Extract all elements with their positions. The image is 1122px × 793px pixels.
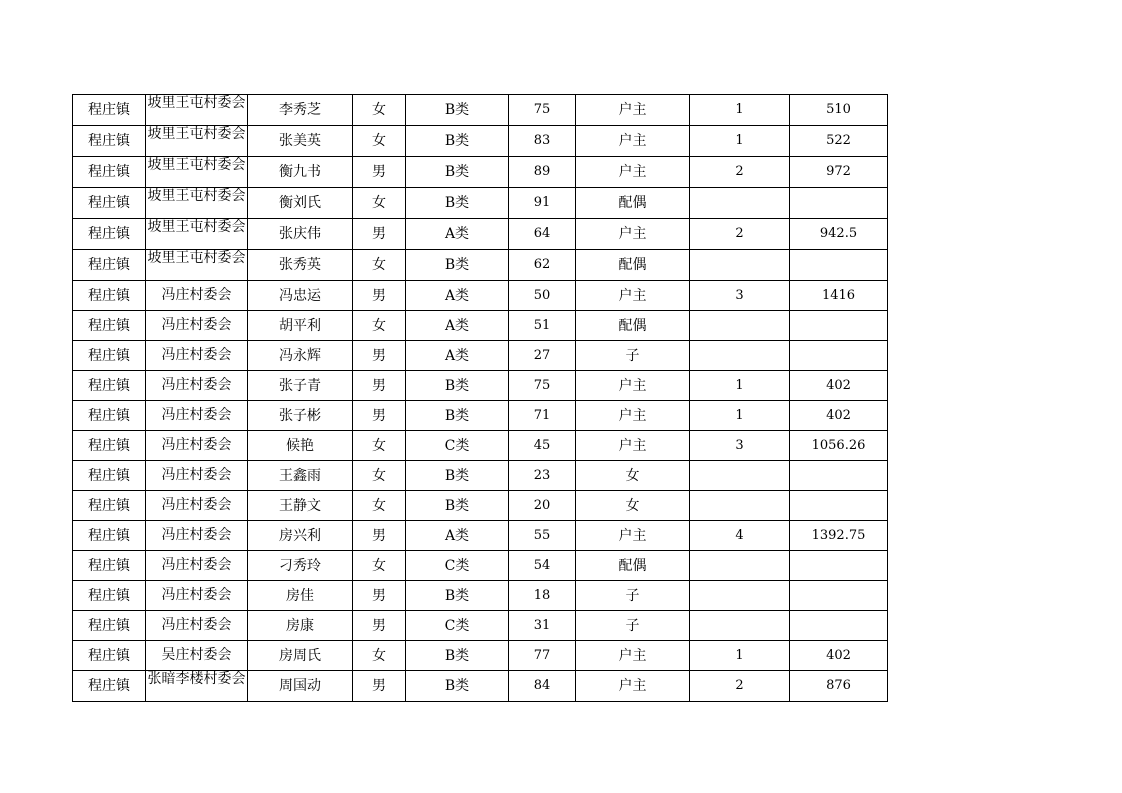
town-cell: 程庄镇 [73,641,146,671]
category-cell: B类 [406,671,509,702]
relation-cell: 配偶 [576,250,690,281]
relation-cell: 户主 [576,126,690,157]
name-cell: 衡九书 [248,157,353,188]
name-cell: 张美英 [248,126,353,157]
village-cell: 冯庄村委会 [146,551,248,581]
town-cell: 程庄镇 [73,157,146,188]
village-cell: 张暗李楼村委会 [146,671,248,702]
category-cell: A类 [406,341,509,371]
name-cell: 刁秀玲 [248,551,353,581]
town-cell: 程庄镇 [73,126,146,157]
household-size-cell: 2 [690,219,790,250]
name-cell: 房康 [248,611,353,641]
amount-cell [790,461,888,491]
town-cell: 程庄镇 [73,95,146,126]
town-cell: 程庄镇 [73,219,146,250]
age-cell: 62 [509,250,576,281]
category-cell: A类 [406,219,509,250]
village-cell: 冯庄村委会 [146,281,248,311]
village-cell: 冯庄村委会 [146,401,248,431]
amount-cell: 522 [790,126,888,157]
age-cell: 54 [509,551,576,581]
gender-cell: 女 [353,491,406,521]
gender-cell: 女 [353,95,406,126]
household-size-cell [690,188,790,219]
town-cell: 程庄镇 [73,611,146,641]
age-cell: 71 [509,401,576,431]
name-cell: 房兴利 [248,521,353,551]
age-cell: 45 [509,431,576,461]
household-size-cell [690,461,790,491]
amount-cell: 402 [790,401,888,431]
amount-cell [790,311,888,341]
village-cell: 冯庄村委会 [146,521,248,551]
household-size-cell [690,581,790,611]
gender-cell: 男 [353,521,406,551]
amount-cell: 1056.26 [790,431,888,461]
age-cell: 91 [509,188,576,219]
gender-cell: 女 [353,551,406,581]
gender-cell: 男 [353,581,406,611]
age-cell: 64 [509,219,576,250]
table-row [73,491,888,521]
gender-cell: 男 [353,341,406,371]
name-cell: 张子青 [248,371,353,401]
amount-cell: 942.5 [790,219,888,250]
village-cell: 坡里王屯村委会 [146,250,248,281]
category-cell: B类 [406,157,509,188]
age-cell: 18 [509,581,576,611]
table-row [73,431,888,461]
relation-cell: 户主 [576,219,690,250]
household-size-cell: 1 [690,126,790,157]
village-cell: 冯庄村委会 [146,371,248,401]
town-cell: 程庄镇 [73,401,146,431]
name-cell: 房周氏 [248,641,353,671]
town-cell: 程庄镇 [73,671,146,702]
household-size-cell: 2 [690,671,790,702]
gender-cell: 男 [353,611,406,641]
table-row [73,250,888,281]
category-cell: B类 [406,371,509,401]
town-cell: 程庄镇 [73,250,146,281]
town-cell: 程庄镇 [73,581,146,611]
category-cell: A类 [406,311,509,341]
name-cell: 周国动 [248,671,353,702]
household-size-cell: 1 [690,95,790,126]
category-cell: A类 [406,521,509,551]
village-cell: 坡里王屯村委会 [146,188,248,219]
amount-cell: 1416 [790,281,888,311]
gender-cell: 男 [353,371,406,401]
gender-cell: 女 [353,641,406,671]
amount-cell: 876 [790,671,888,702]
name-cell: 房佳 [248,581,353,611]
amount-cell [790,581,888,611]
town-cell: 程庄镇 [73,521,146,551]
category-cell: B类 [406,461,509,491]
town-cell: 程庄镇 [73,311,146,341]
category-cell: C类 [406,431,509,461]
relation-cell: 子 [576,341,690,371]
amount-cell [790,551,888,581]
age-cell: 27 [509,341,576,371]
table-row [73,581,888,611]
table-row [73,95,888,126]
category-cell: B类 [406,491,509,521]
name-cell: 冯永辉 [248,341,353,371]
name-cell: 衡刘氏 [248,188,353,219]
relation-cell: 户主 [576,401,690,431]
town-cell: 程庄镇 [73,431,146,461]
gender-cell: 女 [353,461,406,491]
village-cell: 坡里王屯村委会 [146,95,248,126]
relation-cell: 户主 [576,157,690,188]
relation-cell: 户主 [576,281,690,311]
amount-cell [790,611,888,641]
gender-cell: 女 [353,126,406,157]
amount-cell [790,188,888,219]
household-size-cell: 2 [690,157,790,188]
gender-cell: 男 [353,401,406,431]
category-cell: C类 [406,551,509,581]
town-cell: 程庄镇 [73,341,146,371]
table-row [73,311,888,341]
relation-cell: 女 [576,461,690,491]
category-cell: B类 [406,95,509,126]
category-cell: B类 [406,581,509,611]
village-cell: 冯庄村委会 [146,611,248,641]
age-cell: 75 [509,371,576,401]
age-cell: 55 [509,521,576,551]
household-size-cell [690,341,790,371]
category-cell: B类 [406,641,509,671]
gender-cell: 女 [353,250,406,281]
relation-cell: 户主 [576,671,690,702]
age-cell: 89 [509,157,576,188]
name-cell: 候艳 [248,431,353,461]
table-row [73,188,888,219]
table-row [73,281,888,311]
relation-cell: 户主 [576,521,690,551]
amount-cell: 1392.75 [790,521,888,551]
roster-body [73,95,888,702]
name-cell: 王静文 [248,491,353,521]
name-cell: 冯忠运 [248,281,353,311]
village-cell: 吴庄村委会 [146,641,248,671]
relation-cell: 户主 [576,641,690,671]
relation-cell: 配偶 [576,551,690,581]
table-row [73,219,888,250]
household-size-cell [690,551,790,581]
village-cell: 冯庄村委会 [146,431,248,461]
table-row [73,551,888,581]
amount-cell: 402 [790,371,888,401]
relation-cell: 配偶 [576,311,690,341]
name-cell: 张庆伟 [248,219,353,250]
household-size-cell: 3 [690,281,790,311]
gender-cell: 男 [353,671,406,702]
table-row [73,371,888,401]
relation-cell: 户主 [576,371,690,401]
amount-cell [790,250,888,281]
name-cell: 胡平利 [248,311,353,341]
table-row [73,341,888,371]
age-cell: 20 [509,491,576,521]
amount-cell: 972 [790,157,888,188]
village-cell: 冯庄村委会 [146,341,248,371]
age-cell: 23 [509,461,576,491]
age-cell: 77 [509,641,576,671]
table-row [73,461,888,491]
table-row [73,521,888,551]
household-size-cell: 3 [690,431,790,461]
gender-cell: 女 [353,311,406,341]
relation-cell: 户主 [576,431,690,461]
town-cell: 程庄镇 [73,491,146,521]
household-size-cell: 1 [690,371,790,401]
category-cell: B类 [406,250,509,281]
town-cell: 程庄镇 [73,461,146,491]
town-cell: 程庄镇 [73,281,146,311]
category-cell: B类 [406,188,509,219]
village-cell: 冯庄村委会 [146,311,248,341]
household-size-cell [690,250,790,281]
age-cell: 83 [509,126,576,157]
village-cell: 冯庄村委会 [146,491,248,521]
household-size-cell [690,311,790,341]
roster-table [72,94,888,702]
table-row [73,611,888,641]
name-cell: 张秀英 [248,250,353,281]
age-cell: 84 [509,671,576,702]
village-cell: 冯庄村委会 [146,461,248,491]
town-cell: 程庄镇 [73,188,146,219]
village-cell: 坡里王屯村委会 [146,126,248,157]
gender-cell: 男 [353,219,406,250]
household-size-cell: 1 [690,641,790,671]
age-cell: 51 [509,311,576,341]
table-row [73,126,888,157]
relation-cell: 子 [576,611,690,641]
gender-cell: 女 [353,431,406,461]
table-row [73,401,888,431]
age-cell: 50 [509,281,576,311]
gender-cell: 女 [353,188,406,219]
amount-cell [790,341,888,371]
category-cell: B类 [406,401,509,431]
table-row [73,641,888,671]
relation-cell: 女 [576,491,690,521]
amount-cell: 402 [790,641,888,671]
relation-cell: 配偶 [576,188,690,219]
category-cell: C类 [406,611,509,641]
age-cell: 31 [509,611,576,641]
household-size-cell [690,611,790,641]
town-cell: 程庄镇 [73,371,146,401]
table-row [73,157,888,188]
village-cell: 冯庄村委会 [146,581,248,611]
category-cell: B类 [406,126,509,157]
relation-cell: 子 [576,581,690,611]
gender-cell: 男 [353,157,406,188]
household-size-cell: 1 [690,401,790,431]
village-cell: 坡里王屯村委会 [146,219,248,250]
name-cell: 张子彬 [248,401,353,431]
household-size-cell [690,491,790,521]
town-cell: 程庄镇 [73,551,146,581]
category-cell: A类 [406,281,509,311]
household-size-cell: 4 [690,521,790,551]
amount-cell: 510 [790,95,888,126]
relation-cell: 户主 [576,95,690,126]
gender-cell: 男 [353,281,406,311]
name-cell: 李秀芝 [248,95,353,126]
name-cell: 王鑫雨 [248,461,353,491]
village-cell: 坡里王屯村委会 [146,157,248,188]
table-row [73,671,888,702]
age-cell: 75 [509,95,576,126]
amount-cell [790,491,888,521]
